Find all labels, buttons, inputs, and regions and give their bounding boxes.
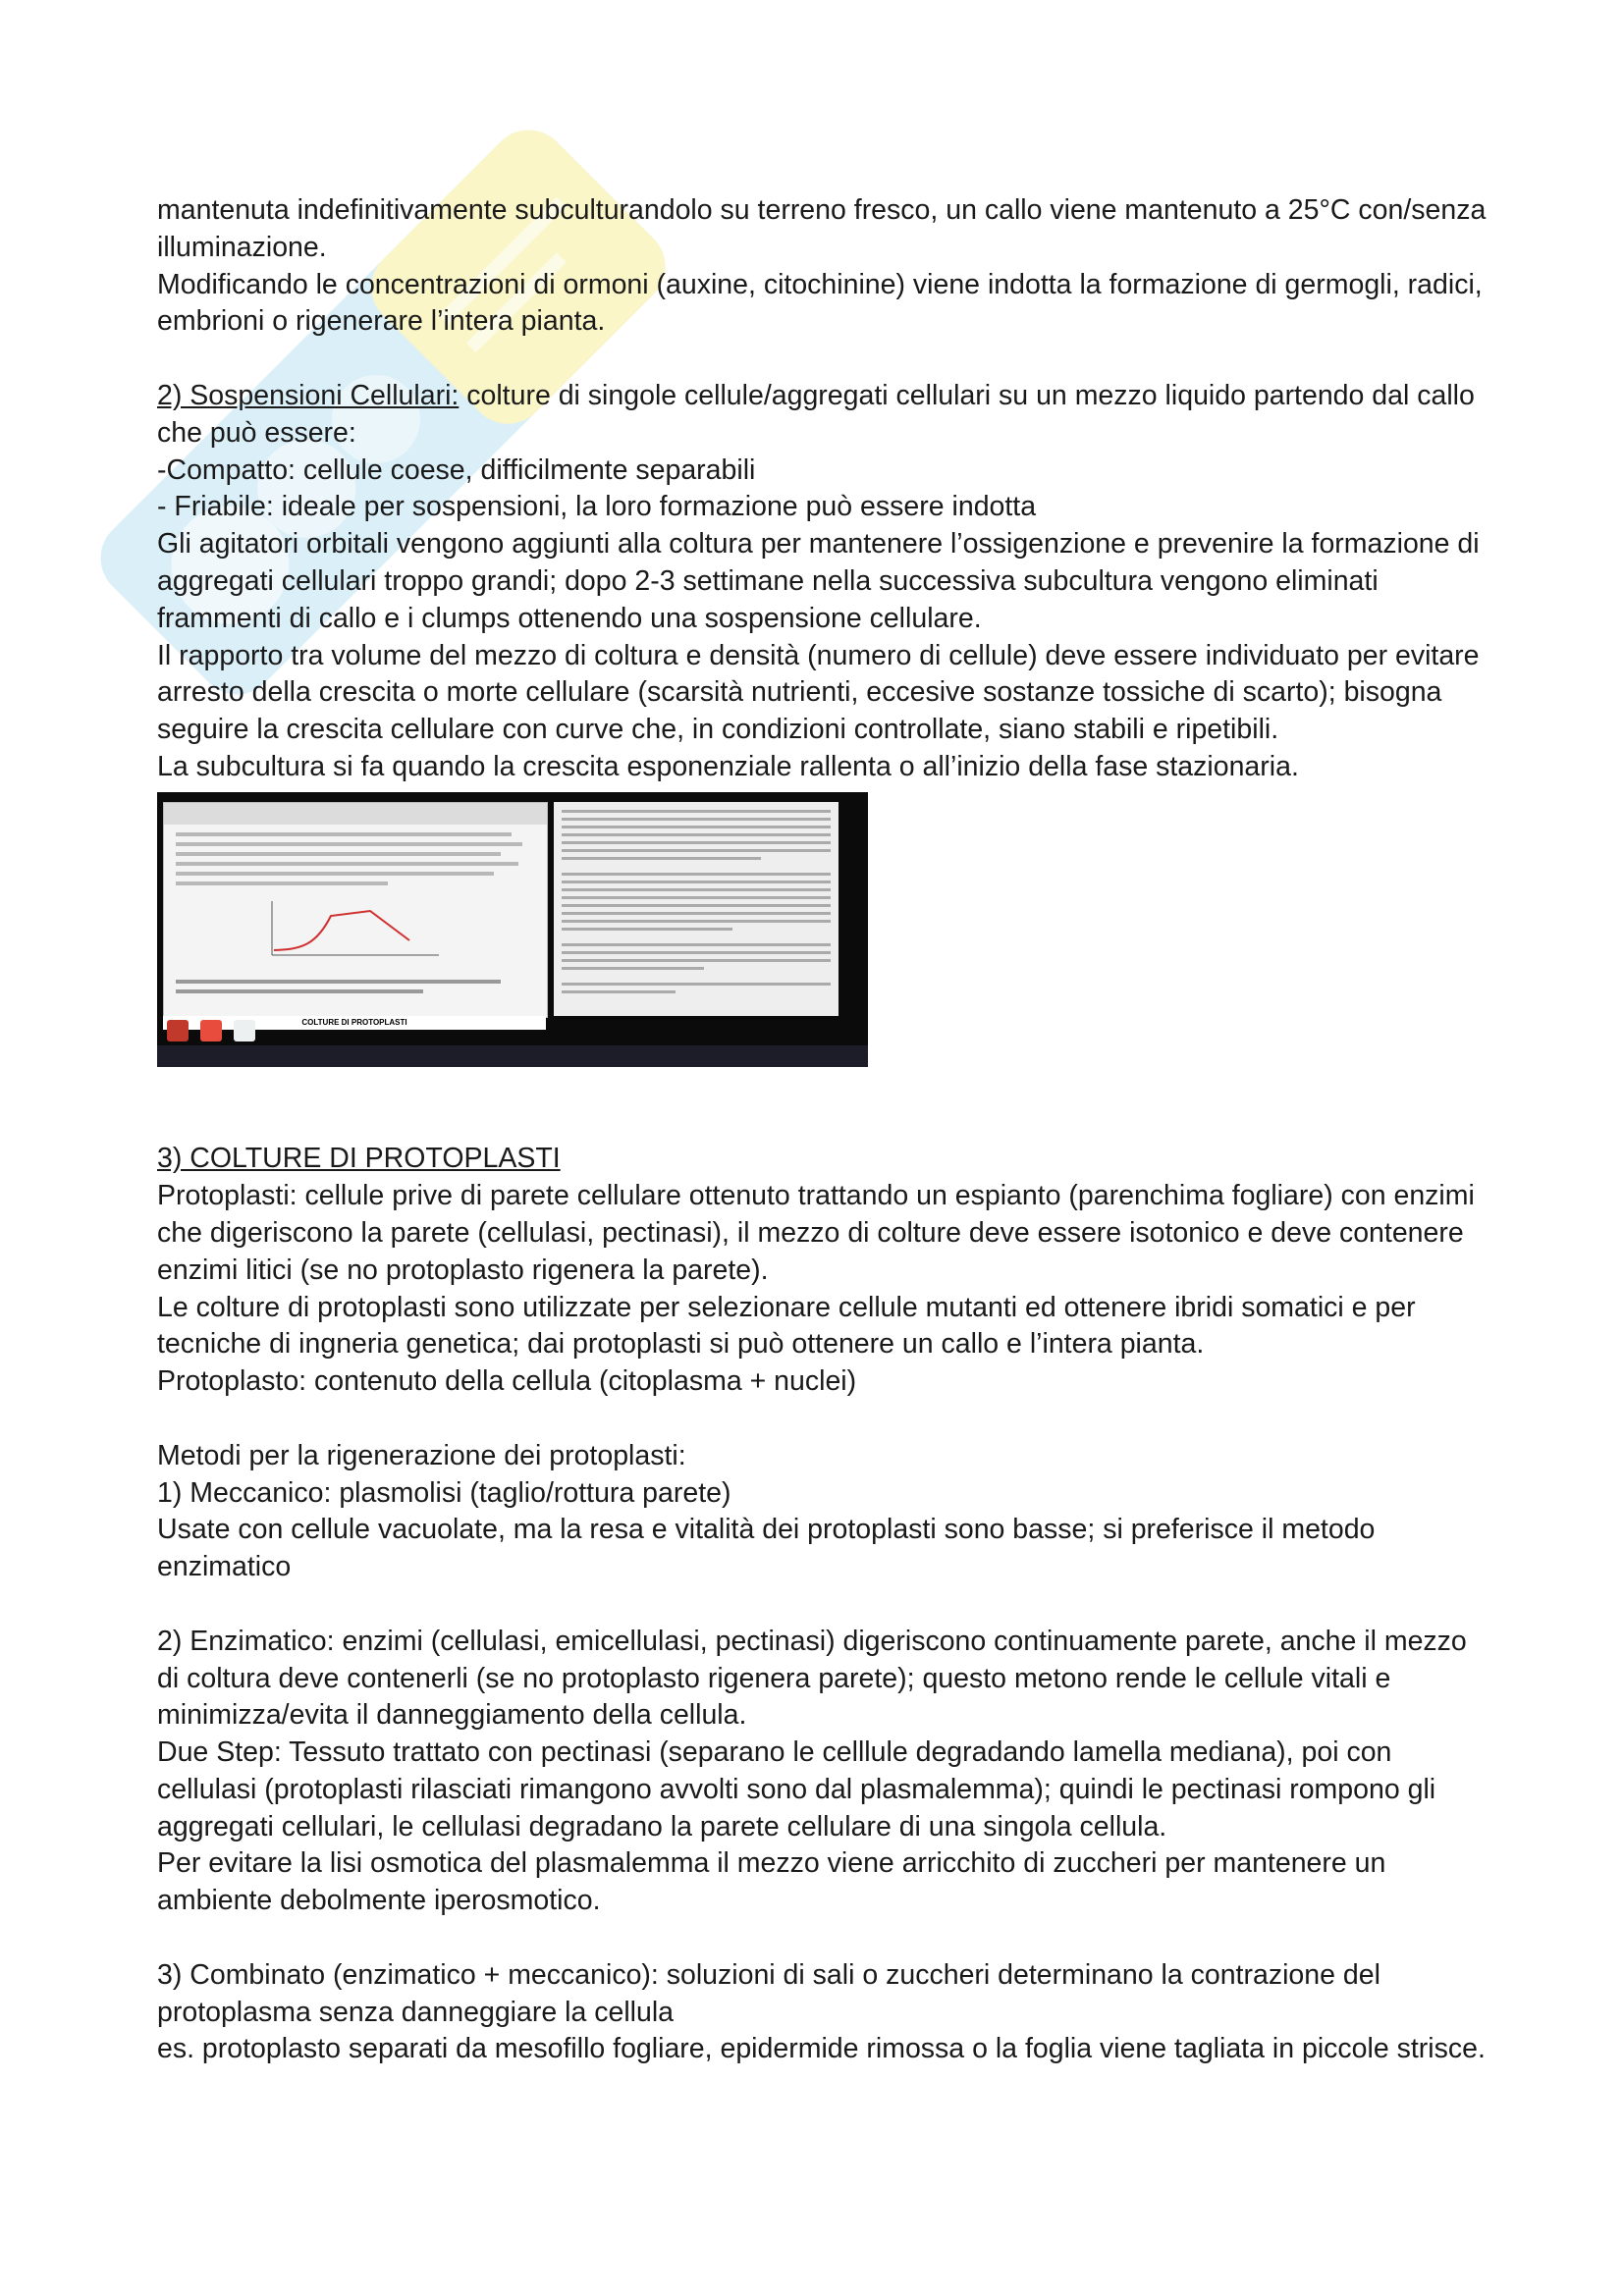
section-2-intro [157, 378, 1492, 453]
paragraph: Per evitare la lisi osmotica del plasmalemma il mezzo viene arricchito di zuccheri per mantenere un ambiente debolmente iperosmotico. [157, 1847, 1386, 1917]
screenshot-title: COLTURE DI PROTOPLASTI [163, 1016, 546, 1030]
paragraph: Protoplasti: cellule prive di parete cellulare ottenuto trattando un espianto (parenchima fogliare) con enzimi che digeriscono la parete (cellulasi, pectinasi), il mezzo di colture deve essere isotonico e deve contenere enzimi litici (se no protoplasto rigenera la parete). [157, 1180, 1475, 1286]
desktop-app-icon [167, 1020, 189, 1041]
paragraph: Usate con cellule vacuolate, ma la resa e vitalità dei protoplasti sono basse; si preferisce il metodo enzimatico [157, 1514, 1376, 1583]
paragraph: Le colture di protoplasti sono utilizzate per selezionare cellule mutanti ed ottenere ibridi somatici e per tecniche di ingneria genetica; dai protoplasti si può ottenere un callo e l’intera pianta. [157, 1291, 1416, 1361]
section-intro-text: colture di singole cellule/aggregati cellulari su un mezzo liquido partendo dal callo che può essere: [157, 379, 1475, 449]
screenshot-document [163, 802, 548, 1018]
paragraph: 1) Meccanico: plasmolisi (taglio/rottura parete) [157, 1476, 731, 1509]
paragraph: 3) Combinato (enzimatico + meccanico): soluzioni di sali o zuccheri determinano la contrazione del protoplasma senza danneggiare la cellula [157, 1958, 1380, 2028]
paragraph: - Friabile: ideale per sospensioni, la loro formazione può essere indotta [157, 491, 1037, 523]
section-heading: 2) Sospensioni Cellulari: [157, 379, 460, 411]
paragraph: -Compatto: cellule coese, difficilmente separabili [157, 454, 756, 486]
screenshot-side-document [554, 802, 839, 1016]
desktop-app-icon [200, 1020, 222, 1041]
paragraph: Protoplasto: contenuto della cellula (citoplasma + nuclei) [157, 1365, 857, 1398]
paragraph: Gli agitatori orbitali vengono aggiunti alla coltura per mantenere l’ossigenzione e prevenire la formazione di aggregati cellulari troppo grandi; dopo 2-3 settimane nella successiva subcultura vengono eliminati frammenti di callo e i clumps ottenendo una sospensione cellulare. [157, 528, 1480, 634]
document-body [157, 192, 1492, 2068]
paragraph: Modificando le concentrazioni di ormoni (auxine, citochinine) viene indotta la formazione di germogli, radici, embrioni o rigenerare l’intera pianta. [157, 268, 1483, 338]
embedded-screenshot [157, 792, 868, 1067]
paragraph: 2) Enzimatico: enzimi (cellulasi, emicellulasi, pectinasi) digeriscono continuamente parete, anche il mezzo di coltura deve contenerli (se no protoplasto rigenera parete); questo metono rende le cellule vitali e minimizza/evita il danneggiamento della cellula. [157, 1625, 1467, 1732]
section-heading: 3) COLTURE DI PROTOPLASTI [157, 1143, 561, 1175]
screenshot-taskbar [157, 1045, 868, 1067]
paragraph: Metodi per la rigenerazione dei protoplasti: [157, 1439, 686, 1471]
paragraph: es. protoplasto separati da mesofillo fogliare, epidermide rimossa o la foglia viene tagliata in piccole strisce. [157, 2033, 1486, 2065]
growth-curve-graphic [262, 896, 449, 965]
paragraph: La subcultura si fa quando la crescita esponenziale rallenta o all’inizio della fase stazionaria. [157, 750, 1299, 782]
desktop-app-icon [234, 1020, 255, 1041]
paragraph: Il rapporto tra volume del mezzo di coltura e densità (numero di cellule) deve essere individuato per evitare arresto della crescita o morte cellulare (scarsità nutrienti, eccesive sostanze tossiche di scarto); bisogna seguire la crescita cellulare con curve che, in condizioni controllate, siano stabili e ripetibili. [157, 639, 1480, 746]
paragraph: Due Step: Tessuto trattato con pectinasi (separano le celllule degradando lamella mediana), poi con cellulasi (protoplasti rilasciati rimangono avvolti sono dal plasmalemma); quindi le pectinasi rompono gli aggregati cellulari, le cellulasi degradano la parete cellulare di una singola cellula. [157, 1736, 1436, 1842]
paragraph: mantenuta indefinitivamente subculturandolo su terreno fresco, un callo viene mantenuto a 25°C con/senza illuminazione. [157, 194, 1487, 263]
